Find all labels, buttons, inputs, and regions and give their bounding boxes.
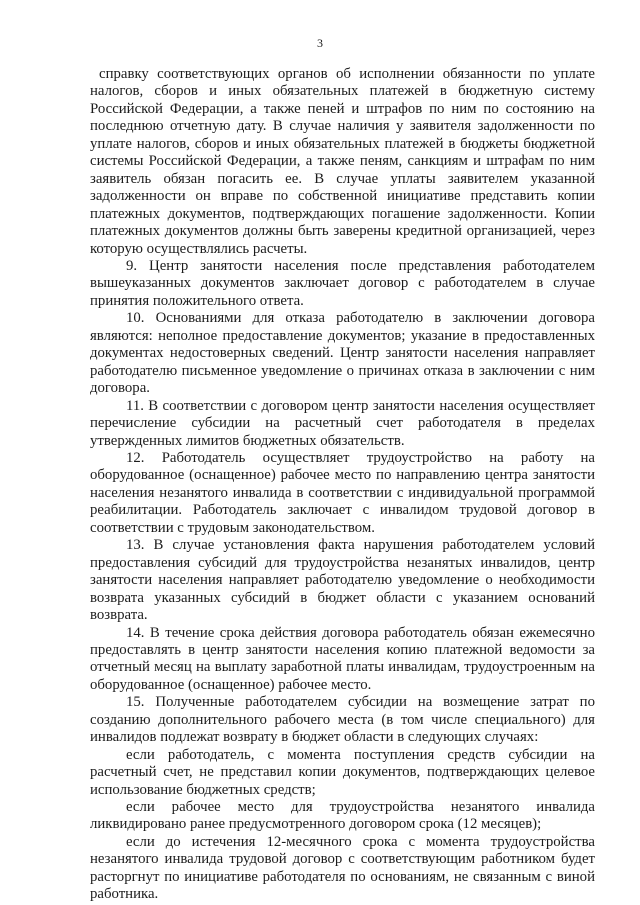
document-body bbox=[90, 66, 595, 904]
paragraph-item-11: 11. В соответствии с договором центр занятости населения осуществляет перечисление субсидии на расчетный счет работодателя в пределах утвержденных лимитов бюджетных обязательств. bbox=[90, 397, 595, 449]
paragraph-item-12: 12. Работодатель осуществляет трудоустройство на работу на оборудованное (оснащенное) рабочее место по направлению центра занятости населения незанятого инвалида в соответствии с индивидуальной программой реабилитации. Работодатель заключает с инвалидом трудовой договор в соответствии с трудовым законодательством. bbox=[90, 449, 595, 536]
paragraph-item-9: 9. Центр занятости населения после представления работодателем вышеуказанных документов заключает договор с работодателем в случае принятия положительного ответа. bbox=[90, 257, 595, 309]
paragraph-item-10: 10. Основаниями для отказа работодателю в заключении договора являются: неполное предоставление документов; указание в предоставленных документах недостоверных сведений. Центр занятости населения направляет работодателю письменное уведомление о причинах отказа в заключении с ним договора. bbox=[90, 310, 595, 397]
paragraph-item-15: 15. Полученные работодателем субсидии на возмещение затрат по созданию дополнительного рабочего места (в том числе специального) для инвалидов подлежат возврату в бюджет области в следующих случаях: bbox=[90, 694, 595, 746]
paragraph-item-13: 13. В случае установления факта нарушения работодателем условий предоставления субсидий для трудоустройства незанятых инвалидов, центр занятости населения направляет работодателю уведомление о необходимости возврата указанных субсидий в бюджет области с указанием оснований возврата. bbox=[90, 537, 595, 624]
paragraph-item-14: 14. В течение срока действия договора работодатель обязан ежемесячно предоставлять в центр занятости населения копию платежной ведомости за отчетный месяц на выплату заработной платы инвалидам, трудоустроенным на оборудованное (оснащенное) рабочее место. bbox=[90, 624, 595, 693]
paragraph-continuation: справку соответствующих органов об исполнении обязанности по уплате налогов, сборов и иных обязательных платежей в бюджетную систему Российской Федерации, а также пеней и штрафов по ним по состоянию на последнюю отчетную дату. В случае наличия у заявителя задолженности по уплате налогов, сборов и иных обязательных платежей в бюджеты бюджетной системы Российской Федерации, а также пеням, санкциям и штрафам по ним заявитель обязан погасить ее. В случае уплаты заявителем указанной задолженности он вправе по собственной инициативе представить копии платежных документов, подтверждающих погашение задолженности. Копии платежных документов должны быть заверены кредитной организацией, через которую осуществлялись расчеты. bbox=[90, 66, 595, 257]
paragraph-case-1: если работодатель, с момента поступления средств субсидии на расчетный счет, не представил копии документов, подтверждающих целевое использование бюджетных средств; bbox=[90, 746, 595, 798]
paragraph-case-2: если рабочее место для трудоустройства незанятого инвалида ликвидировано ранее предусмотренного договором срока (12 месяцев); bbox=[90, 799, 595, 833]
page-number: 3 bbox=[317, 36, 323, 50]
paragraph-case-3: если до истечения 12-месячного срока с момента трудоустройства незанятого инвалида трудовой договор с соответствующим работником будет расторгнут по инициативе работодателя по основаниям, не связанным с виной работника. bbox=[90, 833, 595, 903]
